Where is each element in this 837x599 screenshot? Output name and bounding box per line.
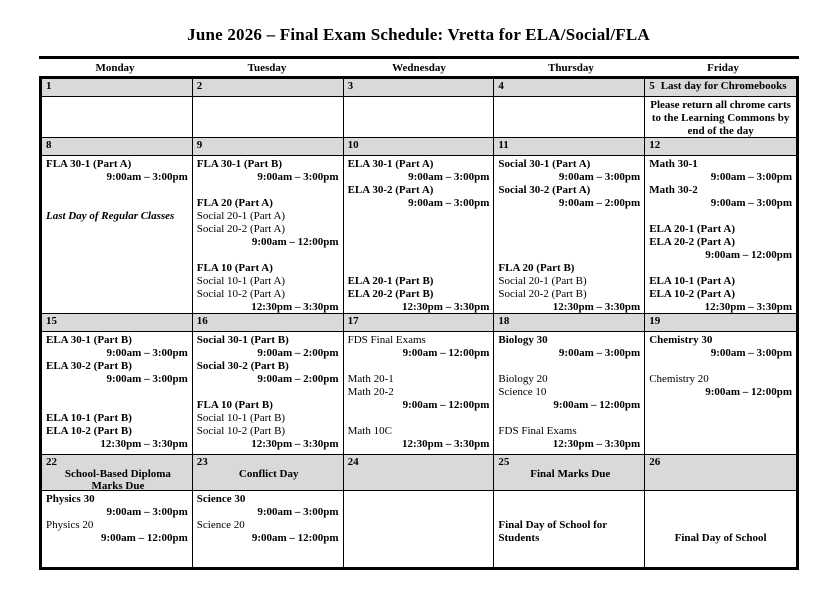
exam-label: Biology 30: [498, 334, 548, 346]
week-strip-row: [42, 138, 796, 156]
exam-label: FLA 30-1 (Part B): [196, 158, 283, 170]
day-cell: [193, 491, 344, 567]
day-cell: [42, 156, 193, 314]
day-cell: [494, 332, 645, 455]
exam-label: Social 30-1 (Part B): [196, 334, 289, 346]
exam-time: 9:00am – 3:00pm: [408, 171, 490, 183]
exam-time: 9:00am – 3:00pm: [408, 197, 490, 209]
day-cell: [494, 156, 645, 314]
exam-label: Science 10: [498, 386, 547, 398]
calendar-table: [39, 76, 799, 570]
date-label: Final Marks Due: [530, 468, 611, 480]
day-cell: [193, 156, 344, 314]
date-number: 5: [649, 80, 655, 92]
exam-label: ELA 30-1 (Part B): [46, 334, 132, 346]
day-cell: [42, 332, 193, 455]
exam-label: Science 30: [196, 493, 246, 505]
exam-label: ELA 20-1 (Part A): [649, 223, 736, 235]
date-number: 24: [347, 456, 359, 468]
exam-time: 9:00am – 3:00pm: [257, 171, 339, 183]
date-number: 9: [196, 139, 203, 151]
date-cell: [645, 455, 796, 491]
date-number: 2: [196, 80, 203, 92]
date-cell: [344, 138, 495, 156]
exam-label: Final Day of School for Students: [498, 519, 607, 544]
exam-time: 12:30pm – 3:30pm: [402, 301, 490, 313]
week-body-row: [42, 332, 796, 455]
week-body-row: [42, 156, 796, 314]
date-number: 3: [347, 80, 354, 92]
exam-time: 9:00am – 12:00pm: [553, 399, 641, 411]
date-cell: [193, 79, 344, 97]
date-cell: [42, 314, 193, 332]
day-cell: [344, 97, 495, 138]
date-cell: [494, 314, 645, 332]
exam-time: 9:00am – 12:00pm: [402, 399, 490, 411]
date-number: 15: [46, 315, 57, 327]
exam-time: 9:00am – 2:00pm: [558, 197, 641, 209]
exam-time: 12:30pm – 3:30pm: [402, 438, 490, 450]
exam-label: ELA 30-1 (Part A): [347, 158, 434, 170]
date-number: 1: [46, 80, 52, 92]
exam-label: Chemistry 20: [649, 373, 709, 385]
exam-time: 12:30pm – 3:30pm: [704, 301, 792, 313]
exam-label: Science 20: [196, 519, 245, 531]
day-cell: [344, 491, 495, 567]
date-cell: [193, 314, 344, 332]
exam-time: 12:30pm – 3:30pm: [251, 438, 339, 450]
exam-label: FLA 10 (Part A): [196, 262, 273, 274]
exam-label: Social 20-1 (Part B): [498, 275, 587, 287]
date-number: 23: [196, 456, 208, 468]
exam-label: Physics 20: [46, 519, 94, 531]
day-header-tuesday: Tuesday: [247, 62, 287, 74]
date-cell: [494, 79, 645, 97]
exam-label: Social 10-1 (Part B): [196, 412, 286, 424]
week-body-row: [42, 491, 796, 567]
week-strip-row: [42, 79, 796, 97]
day-cell: [344, 156, 495, 314]
exam-label: Math 20-1: [347, 373, 394, 385]
exam-time: 9:00am – 3:00pm: [710, 347, 792, 359]
exam-time: 9:00am – 3:00pm: [106, 506, 188, 518]
exam-label: ELA 10-2 (Part B): [46, 425, 132, 437]
day-header-monday: Monday: [95, 62, 135, 74]
exam-time: 9:00am – 2:00pm: [257, 373, 339, 385]
exam-label: FLA 10 (Part B): [196, 399, 273, 411]
exam-label: Social 10-2 (Part B): [196, 425, 286, 437]
date-cell: [193, 455, 344, 491]
date-cell: [42, 455, 193, 491]
week-strip-row: [42, 314, 796, 332]
exam-time: 9:00am – 12:00pm: [402, 347, 490, 359]
exam-time: 12:30pm – 3:30pm: [251, 301, 339, 313]
exam-label: Biology 20: [498, 373, 548, 385]
date-cell: [645, 138, 796, 156]
date-number: 4: [498, 80, 504, 92]
exam-label: Chemistry 30: [649, 334, 713, 346]
day-cell: [494, 491, 645, 567]
note: Please return all chrome carts to the Learning Commons by end of the day: [650, 99, 791, 137]
date-number: 22: [46, 456, 57, 468]
exam-time: 9:00am – 2:00pm: [257, 347, 339, 359]
date-label: Conflict Day: [238, 468, 299, 480]
date-cell: [344, 455, 495, 491]
exam-label: FDS Final Exams: [347, 334, 426, 346]
exam-time: 9:00am – 3:00pm: [710, 171, 792, 183]
exam-label: Social 20-1 (Part A): [196, 210, 286, 222]
date-number: 18: [498, 315, 510, 327]
exam-label: FLA 20 (Part A): [196, 197, 273, 209]
day-header-friday: Friday: [707, 62, 739, 74]
exam-label: Social 20-2 (Part B): [498, 288, 587, 300]
day-header-wednesday: Wednesday: [392, 62, 446, 74]
day-cell: [645, 97, 796, 138]
exam-label: FLA 30-1 (Part A): [46, 158, 132, 170]
exam-time: 9:00am – 12:00pm: [251, 532, 339, 544]
exam-time: 9:00am – 3:00pm: [106, 347, 188, 359]
exam-time: 9:00am – 3:00pm: [558, 171, 641, 183]
exam-label: ELA 20-2 (Part A): [649, 236, 736, 248]
day-header-thursday: Thursday: [548, 62, 594, 74]
exam-label: ELA 10-1 (Part A): [649, 275, 736, 287]
date-cell: [42, 138, 193, 156]
exam-label: FDS Final Exams: [498, 425, 577, 437]
exam-label: Social 30-1 (Part A): [498, 158, 591, 170]
date-number: 11: [498, 139, 509, 151]
exam-time: 9:00am – 12:00pm: [251, 236, 339, 248]
exam-label: Math 30-1: [649, 158, 698, 170]
exam-label: Math 30-2: [649, 184, 698, 196]
date-cell: [42, 79, 193, 97]
day-cell: [42, 491, 193, 567]
exam-time: 9:00am – 3:00pm: [558, 347, 641, 359]
day-cell: [193, 97, 344, 138]
exam-time: 9:00am – 12:00pm: [705, 386, 792, 398]
date-cell: [645, 79, 796, 97]
exam-time: 12:30pm – 3:30pm: [100, 438, 188, 450]
date-number: 8: [46, 139, 52, 151]
exam-label: ELA 30-2 (Part A): [347, 184, 434, 196]
exam-label: Math 20-2: [347, 386, 394, 398]
date-cell: [645, 314, 796, 332]
exam-label: Social 20-2 (Part A): [196, 223, 286, 235]
date-number: 17: [347, 315, 359, 327]
exam-label: ELA 10-2 (Part A): [649, 288, 736, 300]
week-strip-row: [42, 455, 796, 491]
date-cell: [494, 455, 645, 491]
exam-time: 12:30pm – 3:30pm: [552, 438, 641, 450]
date-number: 19: [649, 315, 661, 327]
exam-label: Math 10C: [347, 425, 392, 437]
exam-time: 12:30pm – 3:30pm: [552, 301, 641, 313]
exam-time: 9:00am – 3:00pm: [257, 506, 339, 518]
exam-label: Physics 30: [46, 493, 95, 505]
exam-time: 9:00am – 12:00pm: [705, 249, 792, 261]
date-number: 25: [498, 456, 510, 468]
exam-label: Social 30-2 (Part B): [196, 360, 289, 372]
date-cell: [344, 79, 495, 97]
exam-time: 9:00am – 3:00pm: [710, 197, 792, 209]
exam-label: Last Day of Regular Classes: [46, 210, 175, 222]
day-cell: [193, 332, 344, 455]
day-cell: [344, 332, 495, 455]
calendar-title: June 2026 – Final Exam Schedule: Vretta for ELA/Social/FLA: [187, 25, 650, 44]
date-number: 12: [649, 139, 661, 151]
date-number: 26: [649, 456, 661, 468]
day-cell: [494, 97, 645, 138]
date-number: 16: [196, 315, 208, 327]
exam-label: Social 10-1 (Part A): [196, 275, 286, 287]
day-cell: [645, 332, 796, 455]
day-cell: [42, 97, 193, 138]
note: Final Day of School: [674, 532, 767, 544]
day-header-row: [39, 56, 799, 76]
week-body-row: [42, 97, 796, 138]
exam-label: ELA 20-1 (Part B): [347, 275, 434, 287]
date-cell: [494, 138, 645, 156]
exam-label: Social 10-2 (Part A): [196, 288, 286, 300]
date-label: School-Based Diploma Marks Due: [64, 468, 171, 491]
exam-time: 9:00am – 3:00pm: [106, 171, 188, 183]
exam-label: ELA 30-2 (Part B): [46, 360, 132, 372]
exam-label: ELA 20-2 (Part B): [347, 288, 434, 300]
exam-label: ELA 10-1 (Part B): [46, 412, 132, 424]
exam-time: 9:00am – 12:00pm: [101, 532, 188, 544]
exam-label: Social 30-2 (Part A): [498, 184, 591, 196]
day-cell: [645, 491, 796, 567]
day-cell: [645, 156, 796, 314]
date-number: 10: [347, 139, 359, 151]
exam-time: 9:00am – 3:00pm: [106, 373, 188, 385]
date-cell: [193, 138, 344, 156]
date-label: Last day for Chromebooks: [660, 80, 787, 92]
date-cell: [344, 314, 495, 332]
exam-label: FLA 20 (Part B): [498, 262, 575, 274]
